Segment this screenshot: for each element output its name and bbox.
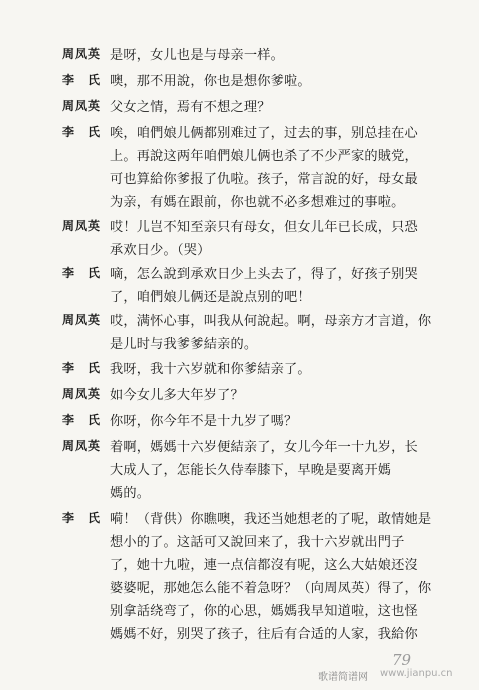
dialogue-line: 了，咱們娘儿俩还是說点别的吧！ [110,290,311,305]
speaker-name: 周凤英 [62,99,102,113]
speaker-name: 李 氏 [62,361,102,375]
dialogue-line: 我呀，我十六岁就和你爹結亲了。 [110,362,311,377]
dialogue-line: 想小的了。这話可又說回来了，我十六岁就出門子 [110,535,405,550]
footer-watermark: www.jianpu.cn [380,668,453,679]
dialogue-line: 承欢日少。（哭） [110,243,211,258]
speaker-name: 周凤英 [62,313,102,327]
dialogue-line: 哎！儿岂不知至亲只有母女，但女儿年已长成，只恐 [110,220,418,235]
speaker-name: 周凤英 [62,47,102,61]
dialogue-line: 媽的。 [110,486,151,501]
dialogue-line: 别拿話绕弯了，你的心思，媽媽我早知道啦，这也怪 [110,604,418,619]
speaker-name: 周凤英 [62,219,102,233]
dialogue-line: 你呀，你今年不是十九岁了嗎？ [110,414,298,429]
speaker-name: 李 氏 [62,266,102,280]
dialogue-line: 婆婆呢，那她怎么能不着急呀？（向周凤英）得了，你 [110,581,432,596]
dialogue-line: 着啊，媽媽十六岁便結亲了，女儿今年一十九岁，长 [110,440,418,455]
dialogue-line: 大成人了，怎能长久侍奉膝下，早晚是要离开媽 [110,463,392,478]
dialogue-line: 嘀，怎么說到承欢日少上头去了，得了，好孩子别哭 [110,267,418,282]
speaker-name: 周凤英 [62,439,102,453]
dialogue-line: 为亲，有媽在跟前，你也就不必多想难过的事啦。 [110,195,405,210]
dialogue-line: 嗬！（背供）你瞧噢，我还当她想老的了呢，敢情她是 [110,512,432,527]
dialogue-line: 是呀，女儿也是与母亲一样。 [110,48,285,63]
dialogue-line: 是儿时与我爹爹結亲的。 [110,337,258,352]
dialogue-line: 可也算給你爹报了仇啦。孩子，常言說的好，母女最 [110,172,418,187]
dialogue-line: 如今女儿多大年岁了？ [110,388,244,403]
dialogue-line: 父女之情，焉有不想之理？ [110,100,271,115]
dialogue-line: 噢，那不用說，你也是想你爹啦。 [110,74,311,89]
footer-site-name: 歌谱简谱网 [318,672,368,683]
speaker-name: 周凤英 [62,387,102,401]
dialogue-line: 上。再說这两年咱們娘儿俩也杀了不少严家的賊党， [110,149,418,164]
dialogue-line: 唉，咱們娘儿俩都别难过了，过去的事，别总挂在心 [110,126,418,141]
page-number: 79 [392,651,412,669]
dialogue-line: 哎，满怀心事，叫我从何說起。啊，母亲方才言道，你 [110,314,432,329]
speaker-name: 李 氏 [62,73,102,87]
speaker-name: 李 氏 [62,511,102,525]
speaker-name: 李 氏 [62,125,102,139]
dialogue-line: 了，她十九啦，連一点信都沒有呢，这么大姑娘还沒 [110,558,418,573]
speaker-name: 李 氏 [62,413,102,427]
dialogue-line: 媽媽不好，别哭了孩子，往后有合适的人家，我給你 [110,627,418,642]
